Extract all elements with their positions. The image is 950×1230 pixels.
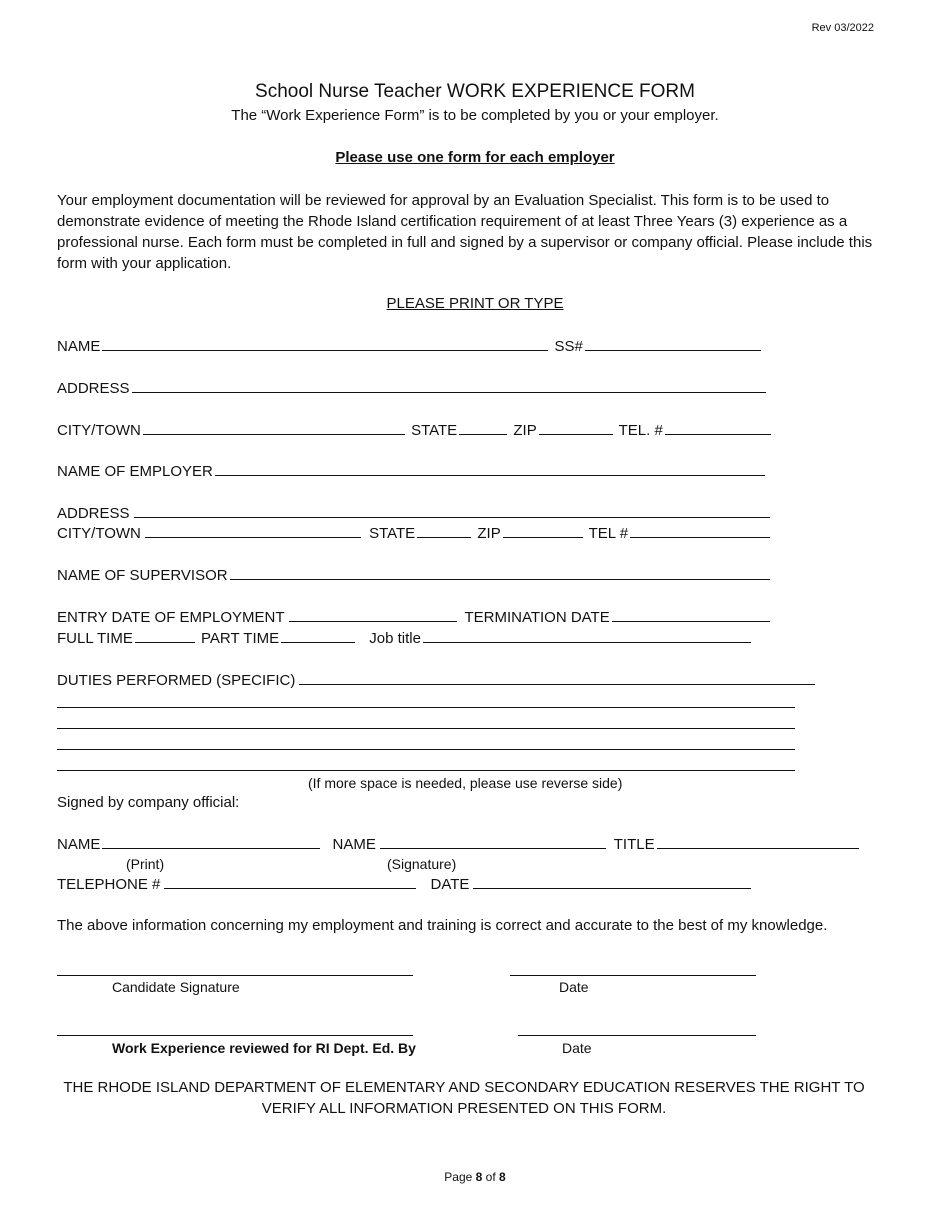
page-prefix: Page [444,1170,473,1184]
duties-field-5[interactable] [57,770,795,771]
employer-state-field[interactable] [417,524,471,538]
official-date-label: DATE [430,876,470,893]
employer-zip-label: ZIP [477,525,501,542]
reviewer-date-line[interactable] [518,1035,756,1036]
part-time-label: PART TIME [201,630,280,647]
page-number [0,1170,950,1184]
page-total: 8 [499,1170,506,1184]
official-date-field[interactable] [473,875,751,889]
official-signature-name-label: NAME [332,836,376,853]
applicant-address-field[interactable] [132,379,766,393]
applicant-tel-field[interactable] [665,421,771,435]
applicant-state-field[interactable] [459,421,507,435]
applicant-city-field[interactable] [143,421,405,435]
page-current: 8 [475,1170,483,1184]
name-label: NAME [57,338,101,355]
address-label: ADDRESS [57,380,130,397]
ss-label: SS# [554,338,583,355]
employer-name-label: NAME OF EMPLOYER [57,463,213,480]
ss-field[interactable] [585,337,761,351]
employment-type-row [57,629,753,647]
one-form-note: Please use one form for each employer [335,149,615,166]
supervisor-label: NAME OF SUPERVISOR [57,567,228,584]
applicant-city-row [57,421,773,439]
print-caption: (Print) [126,856,165,872]
official-signature-field[interactable] [380,835,606,849]
signed-by-label: Signed by company official: [57,794,240,811]
employer-address-field[interactable] [134,504,770,518]
intro-paragraph: Your employment documentation will be reviewed for approval by an Evaluation Specialist. This form is to be used to demonstrate evidence of meeting the Rhode Island certification requirement of at least Three Years (3) experience as a professional nurse. Each form must be completed in full and signed by a supervisor or company official. Please include this form with your application. [57,192,873,272]
official-print-name-field[interactable] [102,835,320,849]
reviewer-signature-line[interactable] [57,1035,413,1036]
more-space-note: (If more space is needed, please use reverse side) [308,775,623,791]
entry-date-field[interactable] [289,608,457,622]
official-title-label: TITLE [613,836,655,853]
applicant-zip-field[interactable] [539,421,613,435]
official-print-name-label: NAME [57,836,101,853]
candidate-signature-caption: Candidate Signature [112,979,240,995]
duties-field-4[interactable] [57,749,795,750]
employer-address-label: ADDRESS [57,505,130,522]
duties-field-2[interactable] [57,707,795,708]
employer-name-row [57,462,767,480]
city-label: CITY/TOWN [57,422,141,439]
applicant-name-row [57,337,763,355]
dates-row [57,608,772,626]
employer-state-label: STATE [369,525,416,542]
print-or-type-note: PLEASE PRINT OR TYPE [386,295,564,312]
employer-tel-label: TEL # [588,525,629,542]
candidate-date-line[interactable] [510,975,756,976]
official-name-row [57,835,861,853]
telephone-field[interactable] [164,875,416,889]
employer-city-label: CITY/TOWN [57,525,141,542]
applicant-address-row [57,379,768,397]
employer-city-row [57,524,772,542]
job-title-field[interactable] [423,629,751,643]
employer-name-field[interactable] [215,462,765,476]
telephone-label: TELEPHONE # [57,876,161,893]
employer-zip-field[interactable] [503,524,583,538]
supervisor-row [57,566,772,584]
job-title-label: Job title [369,630,421,647]
official-title-field[interactable] [657,835,859,849]
part-time-field[interactable] [281,629,355,643]
official-contact-row [57,875,755,893]
duties-field-3[interactable] [57,728,795,729]
candidate-date-caption: Date [559,979,589,995]
page-of: of [485,1170,496,1184]
duties-label: DUTIES PERFORMED (SPECIFIC) [57,672,296,689]
zip-label: ZIP [513,422,537,439]
reviewer-date-caption: Date [562,1040,592,1056]
duties-field-1[interactable] [299,671,815,685]
entry-date-label: ENTRY DATE OF EMPLOYMENT [57,609,285,626]
revision-date: Rev 03/2022 [811,22,874,34]
candidate-signature-line[interactable] [57,975,413,976]
reviewer-caption: Work Experience reviewed for RI Dept. Ed. By [112,1040,416,1056]
employer-address-row [57,504,774,522]
employer-city-field[interactable] [145,524,361,538]
full-time-label: FULL TIME [57,630,133,647]
page-title: School Nurse Teacher WORK EXPERIENCE FORM [255,81,695,102]
termination-date-label: TERMINATION DATE [464,609,610,626]
duties-row [57,671,819,689]
applicant-name-field[interactable] [102,337,548,351]
full-time-field[interactable] [135,629,195,643]
signature-caption: (Signature) [387,856,457,872]
state-label: STATE [411,422,458,439]
employer-tel-field[interactable] [630,524,770,538]
tel-label: TEL. # [618,422,663,439]
attestation-statement: The above information concerning my employment and training is correct and accurate to the best of my knowledge. [57,917,828,934]
termination-date-field[interactable] [612,608,770,622]
subtitle: The “Work Experience Form” is to be completed by you or your employer. [231,107,719,124]
supervisor-field[interactable] [230,566,770,580]
verification-notice: THE RHODE ISLAND DEPARTMENT OF ELEMENTARY AND SECONDARY EDUCATION RESERVES THE RIGHT TO VERIFY ALL INFORMATION PRESENTED ON THIS FORM. [63,1079,865,1117]
